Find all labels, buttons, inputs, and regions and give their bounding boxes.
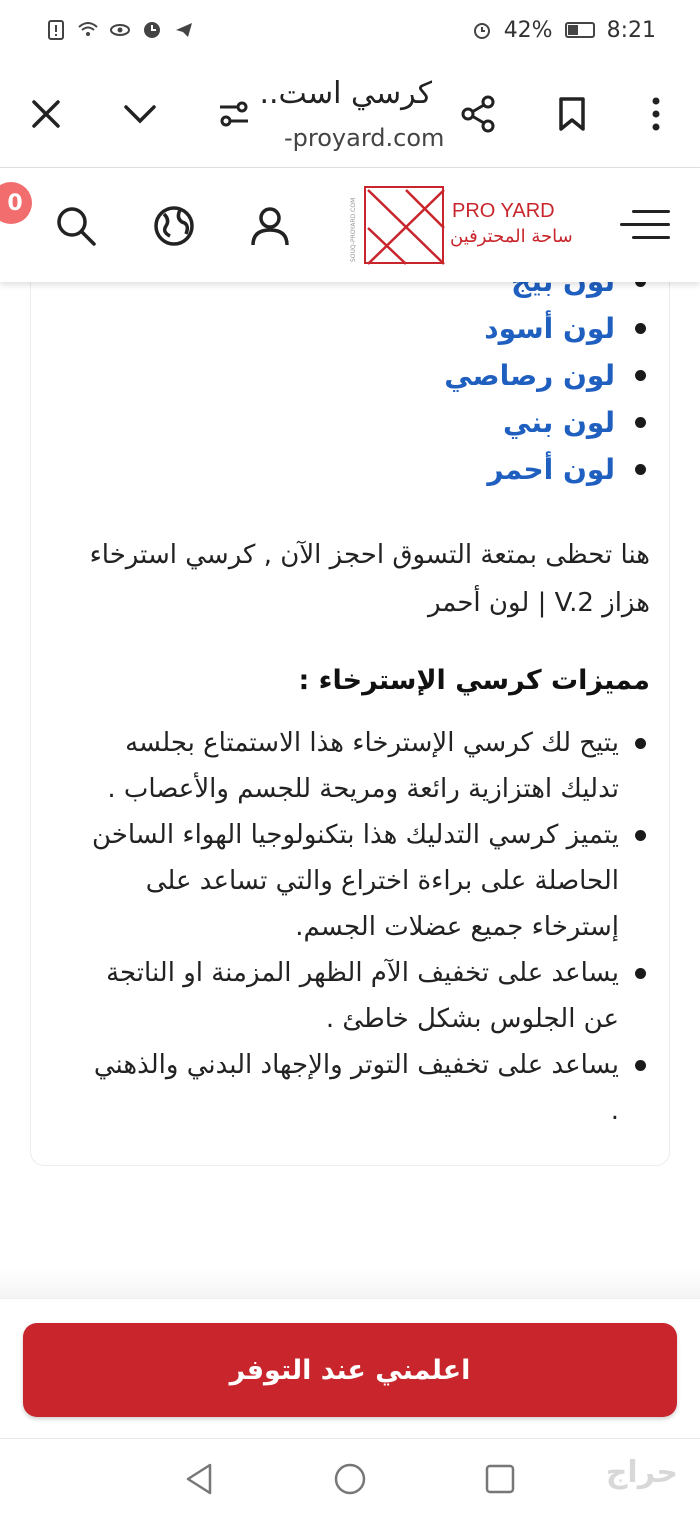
- feature-text: يساعد على تخفيف التوتر والإجهاد البدني والذهني .: [93, 1050, 619, 1126]
- alarm-icon: [472, 20, 492, 40]
- page-url[interactable]: -proyard.com: [284, 124, 445, 152]
- collapse-button[interactable]: [114, 88, 166, 140]
- clock-time: 8:21: [606, 17, 656, 43]
- logo-side-text: SOUQ-PROYARD.COM: [350, 197, 357, 262]
- list-item: [50, 812, 650, 950]
- eye-icon: [110, 20, 130, 40]
- bookmark-button[interactable]: [546, 88, 598, 140]
- back-icon[interactable]: [180, 1459, 220, 1499]
- menu-line: [632, 210, 670, 213]
- site-logo[interactable]: [350, 182, 573, 268]
- logo-mark: [364, 186, 444, 264]
- browser-toolbar: [0, 60, 700, 168]
- menu-line: [620, 223, 670, 226]
- logo-text: PRO YARD: [452, 200, 555, 222]
- share-button[interactable]: [452, 88, 504, 140]
- close-icon: [29, 97, 63, 131]
- bullet: [635, 968, 646, 979]
- watermark: حراج: [605, 1455, 678, 1490]
- color-link[interactable]: لون رصاصي: [444, 359, 615, 392]
- telegram-icon: [174, 20, 194, 40]
- account-icon[interactable]: [246, 202, 294, 250]
- globe-icon[interactable]: [150, 202, 198, 250]
- features-list: [50, 720, 650, 1134]
- bullet: [635, 370, 646, 381]
- features-title: مميزات كرسي الإسترخاء :: [298, 665, 650, 696]
- color-link[interactable]: لون بني: [503, 406, 615, 439]
- shopping-description: هنا تحظى بمتعة التسوق احجز الآن , كرسي استرخاء هزاز V.2 | لون أحمر: [89, 540, 650, 618]
- list-item: [50, 1042, 650, 1134]
- color-link[interactable]: لون أسود: [484, 312, 615, 345]
- color-options-list: [50, 258, 650, 493]
- list-item[interactable]: [50, 446, 650, 493]
- chevron-down-icon: [122, 96, 158, 132]
- bullet: [635, 1060, 646, 1071]
- list-item[interactable]: [50, 305, 650, 352]
- clock-icon: [142, 20, 162, 40]
- share-icon: [459, 95, 497, 133]
- feature-text: يتميز كرسي التدليك هذا بتكنولوجيا الهواء الساخن الحاصلة على براءة اختراع والتي تساعد على إسترخاء جميع عضلات الجسم.: [91, 820, 619, 942]
- list-item[interactable]: [50, 352, 650, 399]
- system-nav-bar: [0, 1438, 700, 1516]
- bookmark-icon: [556, 96, 588, 132]
- bullet: [635, 464, 646, 475]
- notify-when-available-button[interactable]: اعلمني عند التوفر: [23, 1323, 677, 1417]
- bullet: [635, 830, 646, 841]
- list-item[interactable]: [50, 399, 650, 446]
- menu-line: [632, 236, 670, 239]
- bullet: [635, 417, 646, 428]
- wifi-icon: [78, 20, 98, 40]
- tune-icon: [217, 97, 251, 131]
- bullet: [635, 323, 646, 334]
- page-title: كرسي است..: [259, 76, 432, 111]
- logo-x-icon: [366, 188, 446, 266]
- list-item: [50, 950, 650, 1042]
- recents-icon[interactable]: [480, 1459, 520, 1499]
- status-icons-left: [46, 20, 194, 40]
- status-bar: [0, 0, 700, 60]
- status-icons-right: [472, 18, 656, 43]
- product-description: [50, 258, 650, 1134]
- search-icon[interactable]: [52, 202, 100, 250]
- close-tab-button[interactable]: [20, 88, 72, 140]
- list-item: [50, 720, 650, 812]
- site-settings-button[interactable]: [208, 88, 260, 140]
- cart-count-badge[interactable]: 0: [0, 182, 32, 224]
- sticky-action-bar: [0, 1298, 700, 1438]
- alert-sim-icon: [46, 20, 66, 40]
- home-icon[interactable]: [330, 1459, 370, 1499]
- hamburger-menu-button[interactable]: [620, 210, 670, 240]
- more-vertical-icon: [651, 96, 661, 132]
- color-link[interactable]: لون أحمر: [487, 453, 615, 486]
- more-menu-button[interactable]: [630, 88, 682, 140]
- site-header: [0, 168, 700, 282]
- feature-text: يتيح لك كرسي الإسترخاء هذا الاستمتاع بجلسه تدليك اهتزازية رائعة ومريحة للجسم والأعصاب .: [107, 728, 619, 804]
- bullet: [635, 738, 646, 749]
- logo-subtitle: ساحة المحترفين: [450, 226, 573, 247]
- feature-text: يساعد على تخفيف الآم الظهر المزمنة او الناتجة عن الجلوس بشكل خاطئ .: [106, 958, 619, 1034]
- scroll-fade: [0, 1268, 700, 1302]
- battery-percent: 42%: [503, 17, 553, 43]
- battery-icon: [565, 22, 595, 38]
